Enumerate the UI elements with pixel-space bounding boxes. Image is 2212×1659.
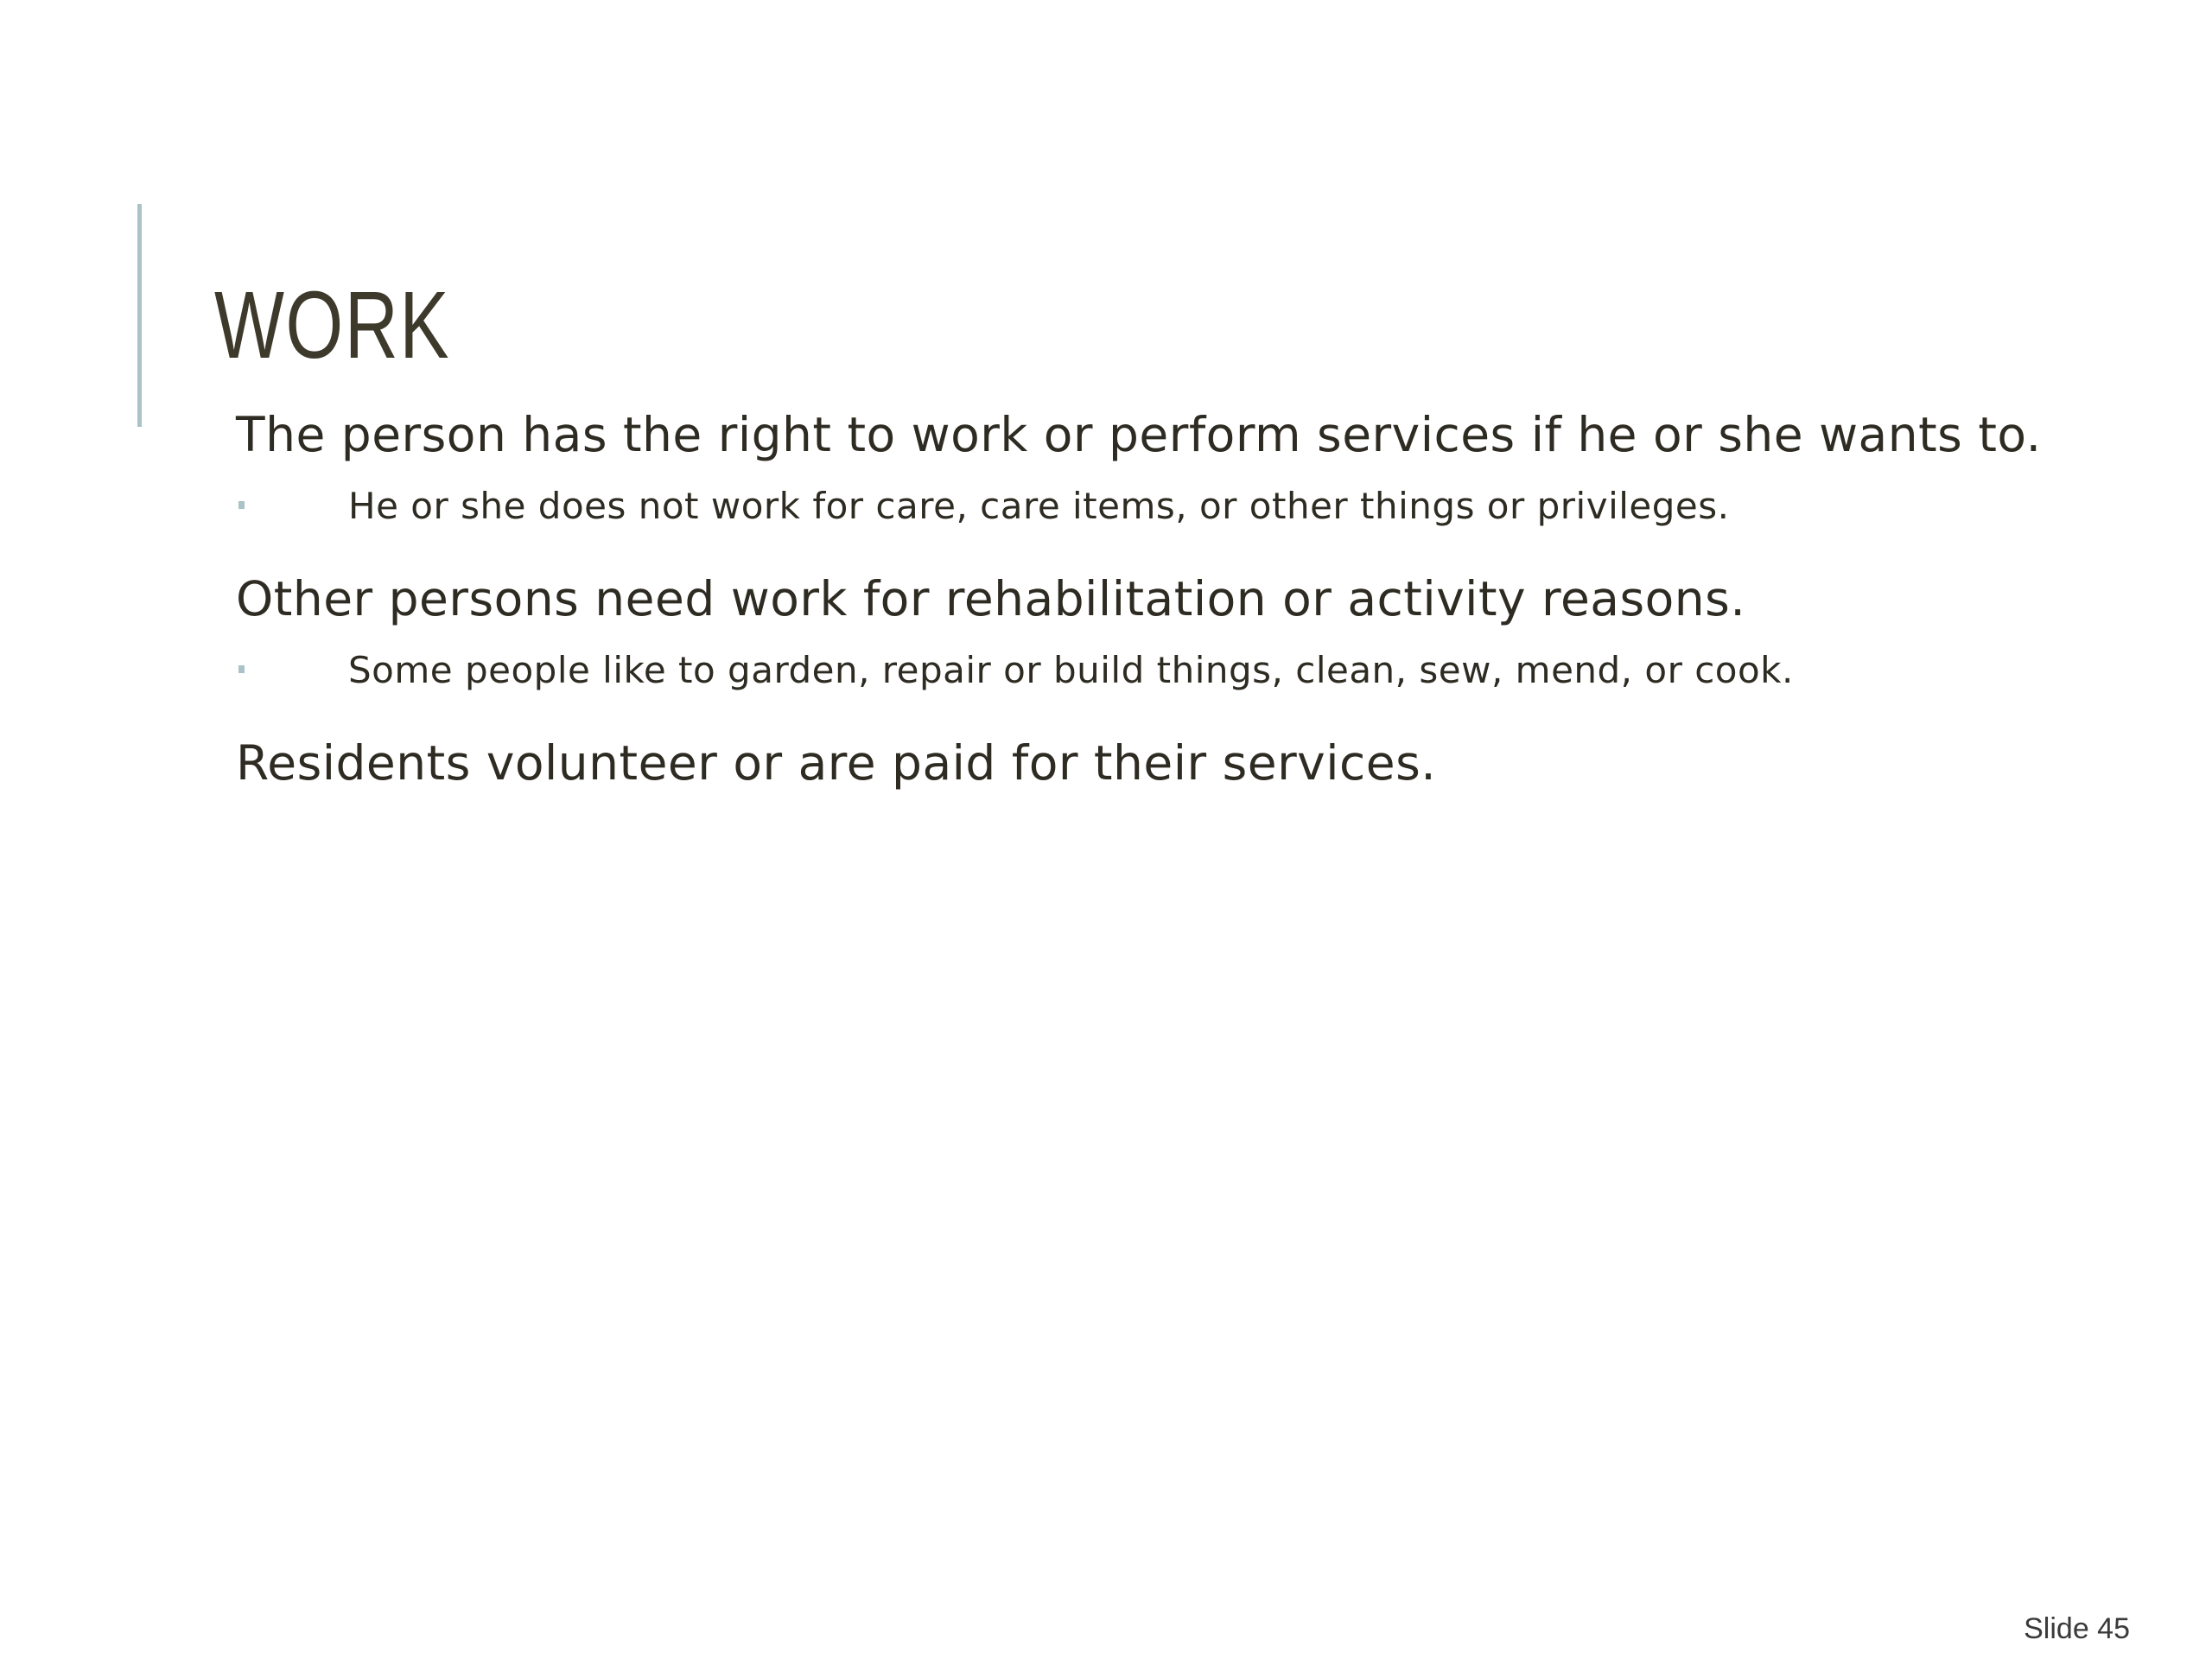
sub-bullet-text: He or she does not work for care, care items, or other things or privileges. [348,485,1730,527]
square-bullet-icon [238,501,245,509]
bullet-point-3: Residents volunteer or are paid for their services. [236,735,1437,791]
square-bullet-icon [238,665,245,673]
bullet-point-1: The person has the right to work or perform services if he or she wants to. [236,407,2042,462]
bullet-point-2: Other persons need work for rehabilitation or activity reasons. [236,571,1746,626]
title-accent-bar [137,204,142,427]
sub-bullet-text: Some people like to garden, repair or build things, clean, sew, mend, or cook. [348,649,1794,691]
slide-title: WORK [214,272,451,378]
slide-number: Slide 45 [2024,1612,2130,1645]
